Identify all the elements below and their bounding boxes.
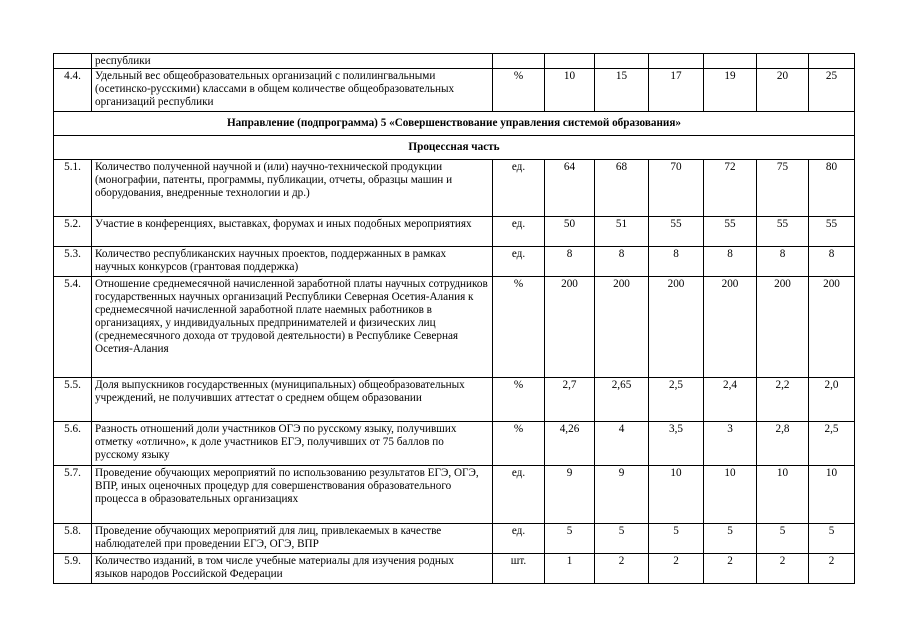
table-row [54, 524, 855, 554]
value-cell: 2 [704, 554, 757, 584]
value-cell: 8 [704, 247, 757, 277]
unit-cell: % [493, 69, 545, 112]
value-cell: 55 [649, 217, 704, 247]
value-cell: 15 [595, 69, 649, 112]
value-cell: 4,26 [545, 422, 595, 466]
value-cell: 1 [545, 554, 595, 584]
indicator-name: Участие в конференциях, выставках, форумах и иных подобных мероприятиях [92, 217, 493, 247]
value-cell [809, 54, 855, 69]
indicator-name: Доля выпускников государственных (муниципальных) общеобразовательных учреждений, не получивших аттестат о среднем общем образовании [92, 378, 493, 422]
row-number [54, 54, 92, 69]
table-row [54, 217, 855, 247]
value-cell: 3 [704, 422, 757, 466]
table-row [54, 466, 855, 524]
table-row [54, 54, 855, 69]
unit-cell: % [493, 277, 545, 378]
section-row [54, 112, 855, 136]
row-number: 5.4. [54, 277, 92, 378]
unit-cell: ед. [493, 217, 545, 247]
value-cell [704, 54, 757, 69]
value-cell: 200 [704, 277, 757, 378]
value-cell: 10 [545, 69, 595, 112]
value-cell: 8 [757, 247, 809, 277]
table-row [54, 69, 855, 112]
row-number: 5.9. [54, 554, 92, 584]
value-cell: 5 [809, 524, 855, 554]
value-cell: 2 [595, 554, 649, 584]
value-cell: 19 [704, 69, 757, 112]
value-cell: 10 [704, 466, 757, 524]
table-row [54, 160, 855, 217]
value-cell: 64 [545, 160, 595, 217]
value-cell: 80 [809, 160, 855, 217]
value-cell: 25 [809, 69, 855, 112]
value-cell: 2 [757, 554, 809, 584]
value-cell: 4 [595, 422, 649, 466]
value-cell: 2,4 [704, 378, 757, 422]
indicator-name: Проведение обучающих мероприятий для лиц, привлекаемых в качестве наблюдателей при проведении ЕГЭ, ОГЭ, ВПР [92, 524, 493, 554]
value-cell: 20 [757, 69, 809, 112]
row-number: 5.6. [54, 422, 92, 466]
value-cell: 2,5 [809, 422, 855, 466]
row-number: 5.3. [54, 247, 92, 277]
value-cell: 2 [809, 554, 855, 584]
value-cell: 5 [595, 524, 649, 554]
value-cell: 50 [545, 217, 595, 247]
table-row [54, 277, 855, 378]
value-cell: 2,65 [595, 378, 649, 422]
value-cell: 2,0 [809, 378, 855, 422]
value-cell: 8 [595, 247, 649, 277]
value-cell [595, 54, 649, 69]
value-cell: 10 [757, 466, 809, 524]
value-cell: 2,7 [545, 378, 595, 422]
value-cell: 70 [649, 160, 704, 217]
value-cell: 8 [809, 247, 855, 277]
unit-cell: ед. [493, 160, 545, 217]
row-number: 5.2. [54, 217, 92, 247]
value-cell: 75 [757, 160, 809, 217]
indicator-name: Проведение обучающих мероприятий по использованию результатов ЕГЭ, ОГЭ, ВПР, иных оценочных процедур для совершенствования образовательного процесса в образовательных организациях [92, 466, 493, 524]
value-cell: 9 [545, 466, 595, 524]
value-cell: 51 [595, 217, 649, 247]
value-cell: 55 [809, 217, 855, 247]
row-number: 5.7. [54, 466, 92, 524]
direction-heading: Направление (подпрограмма) 5 «Совершенствование управления системой образования» [54, 112, 855, 136]
value-cell: 72 [704, 160, 757, 217]
unit-cell: шт. [493, 554, 545, 584]
value-cell: 200 [649, 277, 704, 378]
unit-cell: ед. [493, 524, 545, 554]
value-cell: 10 [649, 466, 704, 524]
value-cell: 10 [809, 466, 855, 524]
process-heading: Процессная часть [54, 136, 855, 160]
value-cell: 9 [595, 466, 649, 524]
unit-cell: ед. [493, 247, 545, 277]
table-row [54, 422, 855, 466]
value-cell: 5 [545, 524, 595, 554]
indicator-name: Количество полученной научной и (или) научно-технической продукции (монографии, патенты, программы, публикации, отчеты, образцы машин и оборудования, внедренные технологии и др.) [92, 160, 493, 217]
unit-cell: % [493, 422, 545, 466]
value-cell: 8 [649, 247, 704, 277]
row-number: 5.8. [54, 524, 92, 554]
unit-cell: ед. [493, 466, 545, 524]
indicator-name: Количество республиканских научных проектов, поддержанных в рамках научных конкурсов (грантовая поддержка) [92, 247, 493, 277]
unit-cell: % [493, 378, 545, 422]
table-row [54, 378, 855, 422]
value-cell: 5 [757, 524, 809, 554]
indicator-name: Отношение среднемесячной начисленной заработной платы научных сотрудников государственных научных организаций Республики Северная Осетия-Алания к среднемесячной начисленной заработной плате наемных работников в организациях, у индивидуальных предпринимателей и физических лиц (среднемесячного дохода от трудовой деятельности) в Республике Северная Осетия-Алания [92, 277, 493, 378]
value-cell: 68 [595, 160, 649, 217]
value-cell [545, 54, 595, 69]
table-row [54, 554, 855, 584]
unit-cell [493, 54, 545, 69]
value-cell: 200 [809, 277, 855, 378]
table-row [54, 247, 855, 277]
indicator-name: Удельный вес общеобразовательных организаций с полилингвальными (осетинско-русскими) классами в общем количестве общеобразовательных организаций республики [92, 69, 493, 112]
indicator-name: республики [92, 54, 493, 69]
value-cell: 2,2 [757, 378, 809, 422]
value-cell: 5 [649, 524, 704, 554]
value-cell: 55 [757, 217, 809, 247]
value-cell: 2 [649, 554, 704, 584]
row-number: 5.5. [54, 378, 92, 422]
value-cell: 8 [545, 247, 595, 277]
value-cell: 200 [757, 277, 809, 378]
value-cell: 2,5 [649, 378, 704, 422]
value-cell: 200 [595, 277, 649, 378]
value-cell: 55 [704, 217, 757, 247]
indicators-table [53, 53, 855, 584]
row-number: 4.4. [54, 69, 92, 112]
row-number: 5.1. [54, 160, 92, 217]
value-cell [649, 54, 704, 69]
value-cell: 3,5 [649, 422, 704, 466]
value-cell: 2,8 [757, 422, 809, 466]
value-cell [757, 54, 809, 69]
value-cell: 17 [649, 69, 704, 112]
value-cell: 200 [545, 277, 595, 378]
section-row [54, 136, 855, 160]
indicator-name: Разность отношений доли участников ОГЭ по русскому языку, получивших отметку «отлично», к доле участников ЕГЭ, получивших от 75 баллов по русскому языку [92, 422, 493, 466]
document-page [53, 53, 855, 584]
indicator-name: Количество изданий, в том числе учебные материалы для изучения родных языков народов Российской Федерации [92, 554, 493, 584]
value-cell: 5 [704, 524, 757, 554]
